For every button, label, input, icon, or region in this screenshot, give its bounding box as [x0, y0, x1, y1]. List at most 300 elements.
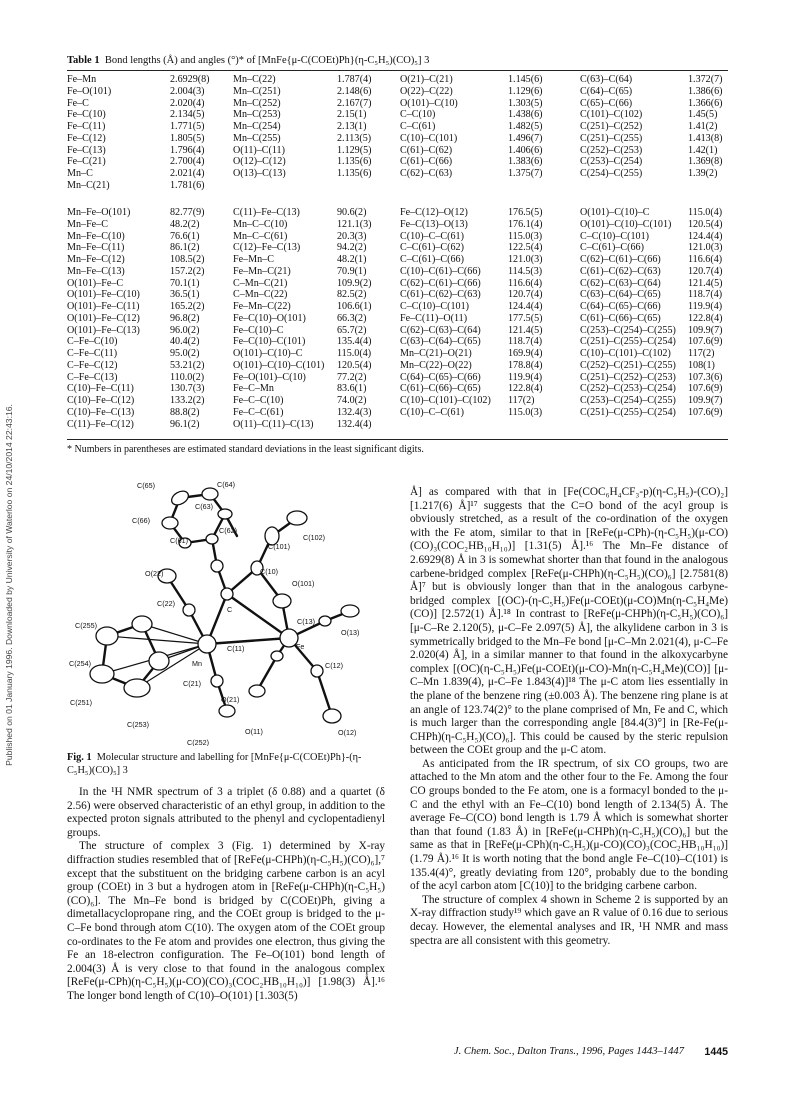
- bond-value-cell: 70.1(1): [170, 277, 200, 289]
- bond-value-cell: 115.0(4): [337, 348, 372, 359]
- bond-value-cell: [508, 419, 580, 431]
- bond-value-cell: 122.5(4): [508, 242, 543, 254]
- bond-label-cell: C–C(10): [400, 109, 436, 121]
- bond-label-cell: C(252)–C(251)–C(255): [580, 359, 676, 371]
- sidebar-text: Published on 01 January 1996. Downloaded by University of Waterloo on 24/10/2014 22:43:16.: [4, 404, 14, 766]
- bond-value-cell: 115.0(3): [508, 230, 543, 242]
- bond-value-cell: 157.2(2): [170, 265, 205, 277]
- bond-angles-table: [67, 207, 728, 430]
- bond-value-cell: 1.796(4): [170, 144, 205, 156]
- bond-label-cell: C(253)–C(254)–C(255): [580, 324, 676, 336]
- bond-value-cell: 120.5(4): [688, 218, 723, 230]
- table-row: [67, 207, 728, 219]
- table-row: [67, 278, 728, 290]
- bond-value-cell: 130.7(3): [170, 383, 205, 395]
- bond-label-cell: C(253)–C(254)–C(255): [580, 395, 676, 406]
- ortep-diagram: [67, 476, 385, 746]
- bond-label-cell: Fe–C: [67, 97, 89, 109]
- bond-label-cell: C(251)–C(252)–C(253): [580, 371, 676, 383]
- atom-label: C(251): [70, 698, 92, 707]
- bond-value-cell: 1.129(6): [508, 85, 543, 97]
- bond-label-cell: Mn–C(21): [67, 179, 110, 191]
- bond-label-cell: C(61)–C(62): [400, 144, 453, 156]
- bond-value-cell: 1.771(5): [170, 121, 205, 132]
- bond-value-cell: 2.13(1): [337, 121, 367, 132]
- bond-value-cell: 95.0(2): [170, 348, 200, 359]
- bond-value-cell: 1.303(5): [508, 97, 543, 109]
- bond-label-cell: C–Fe–C(11): [67, 348, 118, 359]
- bond-value-cell: 121.4(5): [688, 277, 723, 289]
- bond-value-cell: 132.4(4): [337, 418, 372, 430]
- table-row: [67, 301, 728, 313]
- table-bottom-rule: [67, 439, 728, 440]
- bond-value-cell: 1.41(2): [688, 121, 718, 132]
- table-row: [67, 74, 728, 86]
- bond-label-cell: C(62)–C(63): [400, 168, 453, 179]
- bond-value-cell: 88.8(2): [170, 406, 200, 418]
- table-caption: [67, 55, 429, 66]
- bond-value-cell: 1.375(7): [508, 168, 543, 179]
- atom-labels: [69, 480, 359, 746]
- figure-caption-label: Fig. 1: [67, 752, 92, 763]
- table-row: [67, 219, 728, 231]
- bond-label-cell: C(10)–Fe–C(12): [67, 395, 135, 406]
- bond-label-cell: [233, 180, 337, 192]
- atom-label: C(22): [157, 599, 175, 608]
- bond-label-cell: C(251)–C(255)–C(254): [580, 336, 676, 348]
- bond-label-cell: Fe–Mn–C: [233, 254, 274, 265]
- bond-value-cell: 120.7(4): [688, 265, 723, 277]
- atom-label: C(64): [217, 480, 235, 489]
- right-text-column: [410, 486, 728, 948]
- table-row: [67, 156, 728, 168]
- bond-label-cell: Fe–O(101)–C(10): [233, 371, 306, 383]
- bond-label-cell: Mn–Fe–C(12): [67, 254, 125, 265]
- bond-label-cell: Mn–C(253): [233, 109, 281, 121]
- table-row: [67, 121, 728, 133]
- bond-label-cell: C(10)–C–C(61): [400, 230, 464, 242]
- bond-label-cell: C(10)–C(61)–C(66): [400, 265, 481, 277]
- bond-value-cell: 2.148(6): [337, 85, 372, 97]
- bond-value-cell: 169.9(4): [508, 348, 543, 359]
- bond-label-cell: O(22)–C(22): [400, 85, 453, 97]
- bond-value-cell: 76.6(1): [170, 230, 200, 242]
- bond-label-cell: C–C(61)–C(62): [400, 242, 464, 254]
- bond-value-cell: 1.135(6): [337, 168, 372, 179]
- paragraph: The structure of complex 3 (Fig. 1) determined by X-ray diffraction studies resembled that of [ReFe(μ-CHPh)(η-C₅H₅)(CO)₆],⁷ except that the substituent on the bridging carbene carbon is an acyl group (COEt) in 3 but a hydrogen atom in [ReFe(μ-CHPh)(η-C₅H₅)(CO)₆]. The Mn–Fe bond is bridged by C(COEt)Ph, giving a dimetallacyclopropane ring, and the COEt group is bridged to the μ-C–Fe bond through atom C(10). The oxygen atom of the COEt group co-ordinates to the Fe atom and provides one electron, thus giving the Fe an 18-electron configuration. The Fe–O(101) bond length of 2.004(3) Å is very close to that found in the analogous complex [ReFe(μ-CPh)(η-C₅H₅)(μ-CO)(CO)₃(COC₂HB₁₀H₁₀)] [1.98(3) Å].¹⁶ The longer bond length of C(10)–O(101) [1.303(5): [67, 840, 385, 1002]
- bond-value-cell: 82.77(9): [170, 207, 205, 218]
- bond-value-cell: 121.4(5): [508, 324, 543, 336]
- bond-label-cell: C–Mn–C(22): [233, 289, 288, 301]
- atom-label: C(66): [132, 516, 150, 525]
- bond-label-cell: Mn–C(251): [233, 85, 281, 97]
- table-row: [67, 168, 728, 180]
- bond-label-cell: O(21)–C(21): [400, 74, 453, 85]
- bond-label-cell: O(101)–C(10): [400, 97, 458, 109]
- table-row: [67, 336, 728, 348]
- bond-label-cell: C–Mn–C(21): [233, 277, 288, 289]
- bond-label-cell: Fe–C(11)–O(11): [400, 312, 468, 324]
- bond-value-cell: 135.4(4): [337, 336, 372, 348]
- bond-label-cell: C(251)–C(255)–C(254): [580, 406, 676, 418]
- bond-label-cell: C(10)–C(101): [400, 132, 458, 144]
- bond-value-cell: 115.0(4): [688, 207, 723, 218]
- bond-value-cell: [337, 180, 400, 192]
- bond-value-cell: 124.4(4): [508, 301, 543, 312]
- bond-label-cell: O(101)–C(10)–C(101): [233, 359, 325, 371]
- bond-value-cell: 114.5(3): [508, 265, 543, 277]
- atom-label: C(10): [260, 567, 278, 576]
- bond-label-cell: Mn–C(252): [233, 97, 281, 109]
- bond-label-cell: C–C(61): [400, 121, 436, 132]
- bond-value-cell: 96.8(2): [170, 312, 200, 324]
- bond-label-cell: C–Fe–C(13): [67, 371, 118, 383]
- atom-label: C(102): [303, 533, 325, 542]
- bond-value-cell: 1.383(6): [508, 156, 543, 168]
- bond-value-cell: 122.8(4): [688, 312, 723, 324]
- bond-value-cell: 116.6(4): [508, 277, 543, 289]
- bond-label-cell: Fe–C–C(10): [233, 395, 284, 406]
- atom-label: C(63): [195, 502, 213, 511]
- bond-value-cell: 1.781(6): [170, 179, 205, 191]
- bond-label-cell: C(251)–C(255): [580, 132, 643, 144]
- table-row: [67, 109, 728, 121]
- bond-label-cell: C–C(61)–C(66): [580, 242, 644, 254]
- bond-value-cell: 119.9(4): [508, 371, 543, 383]
- atom-label: C: [227, 605, 233, 614]
- bond-value-cell: 77.2(2): [337, 371, 367, 383]
- bond-label-cell: C(62)–C(63)–C(64): [400, 324, 481, 336]
- bond-value-cell: 108(1): [688, 359, 715, 371]
- bond-label-cell: O(101)–Fe–C(13): [67, 324, 140, 336]
- bond-value-cell: 178.8(4): [508, 359, 543, 371]
- journal-citation: J. Chem. Soc., Dalton Trans., 1996, Pages 1443–1447: [453, 1046, 684, 1057]
- atom-label: O(11): [245, 727, 263, 736]
- atom-label: C(11): [227, 644, 245, 653]
- bond-label-cell: O(12)–C(12): [233, 156, 286, 168]
- paragraph: As anticipated from the IR spectrum, of six CO groups, two are attached to the Mn atom and the other four to the Fe. Among the four CO groups bonded to the Fe atom, one is a formacyl bonded to the μ-C and the ethyl with an Fe–C(10) bond length of 2.134(5) Å. The average Fe–C(CO) bond length is 1.79 Å which is somewhat shorter than that found (1.83 Å) in [ReFe(μ-CHPh)(η-C₅H₅)(CO)₆] but the same as that in [ReFe(μ-CPh)(η-C₅H₅)(μ-CO)(CO)₃(COC₂HB₁₀H₁₀)] (1.79 Å).¹⁶ It is worth noting that the bond angle Fe–C(10)–C(101) is 135.4(4)°, greatly deviating from 120°, probably due to the bonding of the acyl carbon atom [C(10)] to the bridging carbene carbon.: [410, 757, 728, 893]
- bond-value-cell: 1.145(6): [508, 74, 543, 85]
- atom-label: C(65): [137, 481, 155, 490]
- bond-value-cell: 177.5(5): [508, 312, 543, 324]
- table-row: [67, 145, 728, 157]
- figure-caption: [67, 752, 385, 777]
- table-row: [67, 372, 728, 384]
- table-row: [67, 266, 728, 278]
- bond-value-cell: 117(2): [688, 348, 715, 359]
- bond-label-cell: Mn–C(255): [233, 132, 281, 144]
- bond-label-cell: Fe–C(12)–O(12): [400, 207, 468, 218]
- bond-value-cell: 66.3(2): [337, 312, 367, 324]
- bond-value-cell: 165.2(2): [170, 301, 205, 312]
- bond-value-cell: 120.7(4): [508, 289, 543, 301]
- bond-value-cell: 121.0(3): [688, 242, 723, 254]
- bond-value-cell: [688, 419, 728, 431]
- bond-label-cell: C(62)–C(61)–C(66): [400, 277, 481, 289]
- bond-value-cell: 65.7(2): [337, 324, 367, 336]
- bond-value-cell: 1.129(5): [337, 144, 372, 156]
- bond-value-cell: 53.21(2): [170, 359, 205, 371]
- bond-value-cell: 90.6(2): [337, 207, 367, 218]
- bond-label-cell: [400, 180, 508, 192]
- bond-label-cell: C(11)–Fe–C(12): [67, 418, 134, 430]
- table-row: [67, 348, 728, 360]
- bond-label-cell: C(61)–C(66)–C(65): [400, 383, 481, 395]
- bond-value-cell: 83.6(1): [337, 383, 367, 395]
- bond-value-cell: 1.45(5): [688, 109, 718, 121]
- bond-label-cell: C(252)–C(253)–C(254): [580, 383, 676, 395]
- atom-label: Fe: [296, 642, 305, 651]
- bond-label-cell: Fe–C–Mn: [233, 383, 274, 395]
- bond-value-cell: 1.369(8): [688, 156, 723, 168]
- bond-label-cell: Fe–C(11): [67, 121, 106, 132]
- bond-label-cell: C–C(61)–C(66): [400, 254, 464, 265]
- atom-label: O(13): [341, 628, 360, 637]
- bond-value-cell: 2.004(3): [170, 85, 205, 97]
- atom-label: C(13): [297, 617, 315, 626]
- atom-label: C(21): [183, 679, 201, 688]
- bond-label-cell: Mn–C(22)–O(22): [400, 359, 472, 371]
- bond-label-cell: O(101)–Fe–C(12): [67, 312, 140, 324]
- bond-label-cell: C(10)–C(101)–C(102): [400, 395, 491, 406]
- atom-label: C(254): [69, 659, 91, 668]
- bond-label-cell: C–C(10)–C(101): [400, 301, 469, 312]
- publication-sidebar-note: [2, 240, 16, 930]
- bond-label-cell: Fe–C(10): [67, 109, 106, 121]
- bond-value-cell: 82.5(2): [337, 289, 367, 301]
- bond-label-cell: O(13)–C(13): [233, 168, 286, 179]
- table-row: [67, 395, 728, 407]
- bond-label-cell: Fe–Mn: [67, 74, 97, 85]
- page-number: 1445: [704, 1046, 728, 1058]
- bond-value-cell: 110.0(2): [170, 371, 205, 383]
- bond-value-cell: 2.021(4): [170, 168, 205, 179]
- bond-label-cell: C(101)–C(102): [580, 109, 643, 121]
- atom-label: C(255): [75, 621, 97, 630]
- bond-value-cell: 107.3(6): [688, 371, 723, 383]
- bond-value-cell: 2.113(5): [337, 132, 372, 144]
- table-row: [67, 98, 728, 110]
- table-row: [67, 180, 728, 192]
- bond-label-cell: [400, 419, 508, 431]
- bond-value-cell: 122.8(4): [508, 383, 543, 395]
- bond-value-cell: 1.372(7): [688, 74, 723, 85]
- bond-label-cell: [580, 180, 688, 192]
- bond-value-cell: 107.6(9): [688, 406, 723, 418]
- bond-label-cell: C(63)–C(64): [580, 74, 633, 85]
- bond-value-cell: 109.9(7): [688, 324, 723, 336]
- bond-value-cell: 74.0(2): [337, 395, 367, 406]
- bond-label-cell: C(11)–Fe–C(13): [233, 207, 300, 218]
- bond-value-cell: 96.0(2): [170, 324, 200, 336]
- bond-label-cell: Mn–Fe–C(11): [67, 242, 125, 254]
- table-top-rule: [67, 70, 728, 71]
- bond-value-cell: 1.787(4): [337, 74, 372, 85]
- bond-label-cell: O(11)–C(11)–C(13): [233, 418, 314, 430]
- atom-label: C(252): [187, 738, 209, 746]
- bond-value-cell: 133.2(2): [170, 395, 205, 406]
- table-row: [67, 419, 728, 431]
- bond-label-cell: O(101)–C(10)–C: [580, 207, 650, 218]
- bond-label-cell: O(101)–Fe–C(11): [67, 301, 140, 312]
- table-footnote: * Numbers in parentheses are estimated standard deviations in the least significant digits.: [67, 444, 424, 455]
- bond-label-cell: C(63)–C(64)–C(65): [400, 336, 481, 348]
- bond-value-cell: 106.6(1): [337, 301, 372, 312]
- bond-value-cell: 40.4(2): [170, 336, 200, 348]
- bond-value-cell: 108.5(2): [170, 254, 205, 265]
- atom-label: C(253): [127, 720, 149, 729]
- bond-value-cell: 121.1(3): [337, 218, 372, 230]
- bond-label-cell: Fe–C(10)–C: [233, 324, 284, 336]
- bond-label-cell: Fe–C(13)–O(13): [400, 218, 468, 230]
- bond-value-cell: 107.6(9): [688, 336, 723, 348]
- bond-value-cell: 86.1(2): [170, 242, 200, 254]
- atom-label: Mn: [192, 659, 202, 668]
- table-caption-text: Bond lengths (Å) and angles (°)* of [MnFe{μ-C(COEt)Ph}(η-C₅H₅)(CO)₅] 3: [104, 55, 430, 66]
- bond-value-cell: 119.9(4): [688, 301, 723, 312]
- table-row: [67, 86, 728, 98]
- left-text-column: [67, 786, 385, 1004]
- bond-value-cell: 121.0(3): [508, 254, 543, 265]
- bond-label-cell: C(10)–C–C(61): [400, 406, 464, 418]
- bond-label-cell: C(61)–C(66)–C(65): [580, 312, 661, 324]
- atom-label: O(22): [145, 569, 164, 578]
- table-row: [67, 231, 728, 243]
- bond-value-cell: 1.496(7): [508, 132, 543, 144]
- atom-label: O(21): [221, 695, 240, 704]
- bond-label-cell: Mn–C(254): [233, 121, 281, 132]
- bond-value-cell: 2.6929(8): [170, 74, 210, 85]
- bond-label-cell: C(65)–C(66): [580, 97, 633, 109]
- bond-label-cell: Mn–C(22): [233, 74, 276, 85]
- atom-label: O(12): [338, 728, 357, 737]
- bond-value-cell: 96.1(2): [170, 418, 200, 430]
- bond-value-cell: 2.020(4): [170, 97, 205, 109]
- atom-label: C(61): [170, 536, 188, 545]
- bond-value-cell: 2.167(7): [337, 97, 372, 109]
- figure-caption-text: Molecular structure and labelling for [MnFe{μ-C(COEt)Ph}-(η-C₅H₅)(CO)₅] 3: [67, 752, 362, 776]
- bond-value-cell: 118.7(4): [688, 289, 723, 301]
- bond-value-cell: 1.406(6): [508, 144, 543, 156]
- bond-value-cell: 117(2): [508, 395, 535, 406]
- bond-lengths-table: [67, 74, 728, 192]
- bond-value-cell: 1.135(6): [337, 156, 372, 168]
- bond-value-cell: 176.1(4): [508, 218, 543, 230]
- bond-label-cell: Mn–Fe–C: [67, 218, 108, 230]
- bond-value-cell: 2.15(1): [337, 109, 367, 121]
- bond-label-cell: C(61)–C(62)–C(63): [400, 289, 481, 301]
- bond-label-cell: C(10)–Fe–C(13): [67, 406, 135, 418]
- table-row: [67, 254, 728, 266]
- bond-value-cell: 107.6(9): [688, 383, 723, 395]
- bond-label-cell: Mn–C(21)–O(21): [400, 348, 472, 359]
- bond-value-cell: 36.5(1): [170, 289, 200, 301]
- bond-value-cell: 1.438(6): [508, 109, 543, 121]
- table-row: [67, 383, 728, 395]
- table-row: [67, 242, 728, 254]
- bond-value-cell: 94.2(2): [337, 242, 367, 254]
- bond-label-cell: C(64)–C(65): [580, 85, 633, 97]
- atom-label: C(101): [268, 542, 290, 551]
- bond-label-cell: C(62)–C(63)–C(64): [580, 277, 661, 289]
- bond-value-cell: 116.6(4): [688, 254, 723, 265]
- bond-value-cell: 2.700(4): [170, 156, 205, 168]
- bond-label-cell: C–Fe–C(12): [67, 359, 118, 371]
- bond-label-cell: [580, 419, 688, 431]
- bond-value-cell: 176.5(5): [508, 207, 543, 218]
- paragraph: In the ¹H NMR spectrum of 3 a triplet (δ 0.88) and a quartet (δ 2.56) were observed characteristic of an ethyl group, in addition to the expected proton signals attributed to the phenyl and cyclopentadienyl groups.: [67, 786, 385, 839]
- bond-label-cell: Fe–C(21): [67, 156, 106, 168]
- bond-label-cell: Fe–C–C(61): [233, 406, 284, 418]
- bond-value-cell: 120.5(4): [337, 359, 372, 371]
- table-row: [67, 289, 728, 301]
- bond-value-cell: 1.805(5): [170, 132, 205, 144]
- bond-label-cell: Mn–Fe–C(13): [67, 265, 125, 277]
- bond-value-cell: [688, 180, 728, 192]
- bond-label-cell: C(63)–C(64)–C(65): [580, 289, 661, 301]
- bond-label-cell: C(61)–C(62)–C(63): [580, 265, 661, 277]
- atom-label: O(101): [292, 579, 315, 588]
- bond-label-cell: Mn–Fe–O(101): [67, 207, 131, 218]
- atom-label: C(12): [325, 661, 343, 670]
- table-row: [67, 407, 728, 419]
- table-row: [67, 133, 728, 145]
- bond-label-cell: C(252)–C(253): [580, 144, 643, 156]
- bond-value-cell: 20.3(3): [337, 230, 367, 242]
- bond-label-cell: Mn–C–C(10): [233, 218, 288, 230]
- bond-label-cell: C–Fe–C(10): [67, 336, 118, 348]
- bond-label-cell: Fe–C(10)–C(101): [233, 336, 306, 348]
- bond-label-cell: Fe–C(10)–O(101): [233, 312, 306, 324]
- bond-value-cell: 1.413(8): [688, 132, 723, 144]
- bond-value-cell: [508, 180, 580, 192]
- bond-label-cell: C(62)–C(61)–C(66): [580, 254, 661, 265]
- bond-value-cell: 115.0(3): [508, 406, 543, 418]
- bond-label-cell: Fe–O(101): [67, 85, 112, 97]
- bond-label-cell: Mn–C: [67, 168, 93, 179]
- bond-label-cell: C(10)–C(101)–C(102): [580, 348, 671, 359]
- bond-value-cell: 48.2(1): [337, 254, 367, 265]
- bond-value-cell: 124.4(4): [688, 230, 723, 242]
- bond-value-cell: 1.39(2): [688, 168, 718, 179]
- bond-value-cell: 70.9(1): [337, 265, 367, 277]
- bond-label-cell: C(64)–C(65)–C(66): [400, 371, 481, 383]
- bond-label-cell: Fe–C(13): [67, 144, 106, 156]
- bond-label-cell: O(101)–Fe–C: [67, 277, 124, 289]
- bond-label-cell: C(61)–C(66): [400, 156, 453, 168]
- table-row: [67, 313, 728, 325]
- bond-label-cell: C–C(10)–C(101): [580, 230, 649, 242]
- bond-value-cell: 132.4(3): [337, 406, 372, 418]
- bond-label-cell: C(251)–C(252): [580, 121, 643, 132]
- table-caption-label: Table 1: [67, 55, 100, 66]
- bond-value-cell: 1.386(6): [688, 85, 723, 97]
- bond-label-cell: Mn–Fe–C(10): [67, 230, 125, 242]
- bond-label-cell: Fe–Mn–C(22): [233, 301, 291, 312]
- paragraph: Å] as compared with that in [Fe(COC₆H₄CF₃-p)(η-C₅H₅)-(CO)₂] [1.217(6) Å]¹⁷ suggests that the C=O bond of the acyl group is obviously stretched, as a result of the co-ordination of the oxygen with the Fe atom, similar to that in [ReFe(μ-CPh)-(η-C₅H₅)(μ-CO)(CO)₃(COC₂HB₁₀H₁₀)] [1.31(5) Å].¹⁶ The Mn–Fe distance of 2.6929(8) Å in 3 is somewhat shorter than that found in the analogous carbene-bridged complex [ReFe(μ-CHPh)(η-C₅H₅)(CO)₆] [2.7581(8) Å]⁷ but is obviously longer than that in the analogous carbyne-bridged complex [(OC)-(η-C₅H₅)Fe(μ-COEt)(μ-CO)Mn(η-C₅H₄Me)(CO)] [2.572(1) Å].¹⁸ In contrast to [ReFe(μ-CHPh)(η-C₅H₅)(CO)₆] [μ-C–Re 2.120(5), μ-C–Fe 2.097(5) Å], the alkylidene carbon in 3 is symmetrically bridged to the Mn–Fe bond [μ-C–Mn 2.021(4), μ-C–Fe 2.020(4) Å], in a similar manner to that found in the alkoxycarbyne complex [(OC)(η-C₅H₅)Fe(μ-COEt)(μ-CO)-Mn(η-C₅H₄Me)(CO)] [μ-C–Mn 1.839(4), μ-C–Fe 1.843(4)]¹⁸ The μ-C atom lies essentially in the plane of the benzene ring (±0.003 Å). The benzene ring plane is at an angle of 123.74(2)° to the plane comprised of Mn, Fe and C, which is much larger than the corresponding angle [84.4(3)°] in [Re-Fe(μ-CHPh)(η-C₅H₅)(CO)₆]. This could be caused by the steric repulsion between the COEt group and the μ-C atom.: [410, 486, 728, 757]
- bond-label-cell: O(101)–C(10)–C: [233, 348, 303, 359]
- table-row: [67, 325, 728, 337]
- bond-value-cell: 1.366(6): [688, 97, 723, 109]
- bond-value-cell: 1.482(5): [508, 121, 543, 132]
- bond-label-cell: Mn–C–C(61): [233, 230, 288, 242]
- bond-value-cell: 109.9(7): [688, 395, 723, 406]
- bond-label-cell: O(101)–Fe–C(10): [67, 289, 140, 301]
- bond-label-cell: Fe–C(12): [67, 132, 106, 144]
- bond-label-cell: O(11)–C(11): [233, 144, 285, 156]
- bond-label-cell: C(10)–Fe–C(11): [67, 383, 134, 395]
- bond-value-cell: 2.134(5): [170, 109, 205, 121]
